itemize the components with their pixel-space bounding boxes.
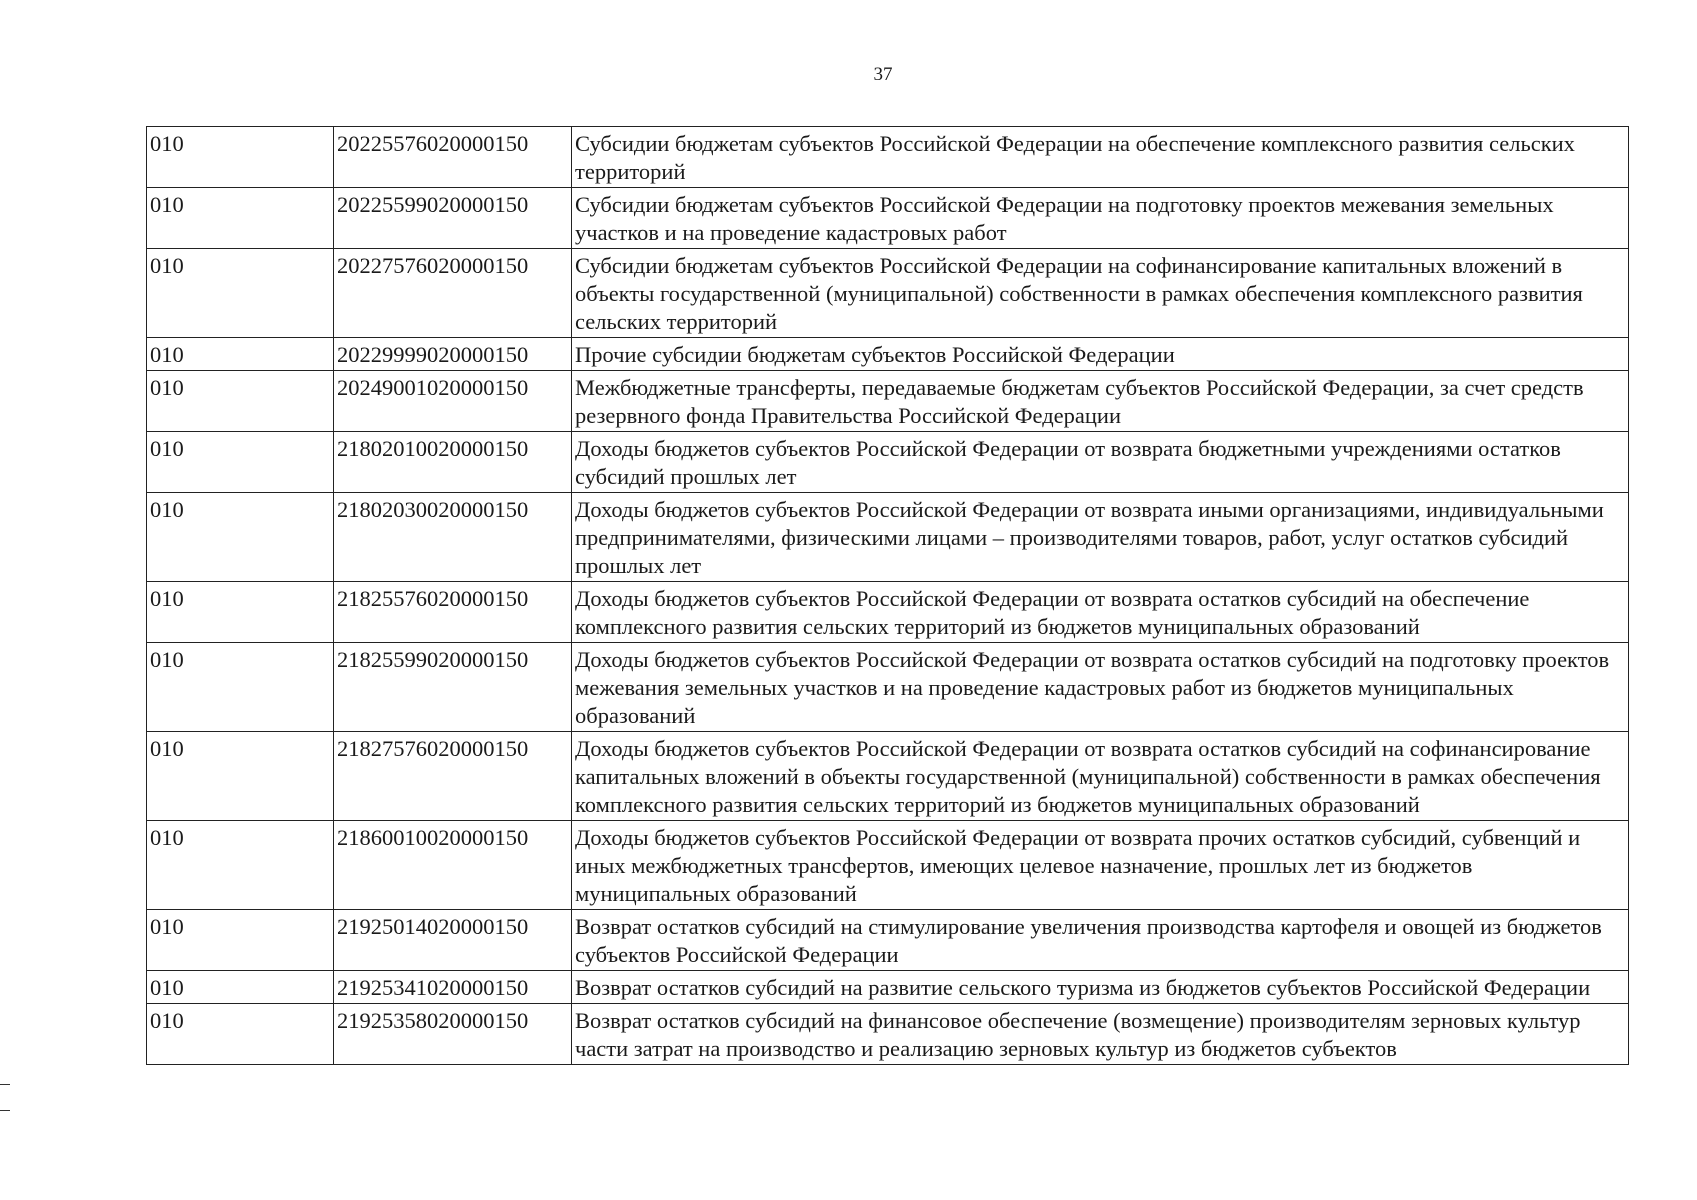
admin-code-cell: 010	[147, 821, 334, 910]
table-row	[147, 188, 1629, 249]
revenue-name-cell: Субсидии бюджетам субъектов Российской Федерации на софинансирование капитальных вложений в объекты государственной (муниципальной) собственности в рамках обеспечения комплексного развития сельских территорий	[572, 249, 1629, 338]
table-row	[147, 971, 1629, 1004]
margin-mark	[0, 1084, 10, 1085]
table-row	[147, 249, 1629, 338]
admin-code-cell: 010	[147, 371, 334, 432]
page-number: 37	[873, 64, 893, 85]
admin-code-cell: 010	[147, 127, 334, 188]
revenue-code-cell: 20229999020000150	[334, 338, 572, 371]
admin-code-cell: 010	[147, 910, 334, 971]
revenue-name-cell: Субсидии бюджетам субъектов Российской Федерации на подготовку проектов межевания земельных участков и на проведение кадастровых работ	[572, 188, 1629, 249]
revenue-name-cell: Межбюджетные трансферты, передаваемые бюджетам субъектов Российской Федерации, за счет средств резервного фонда Правительства Российской Федерации	[572, 371, 1629, 432]
table-body	[147, 127, 1629, 1065]
table-row	[147, 582, 1629, 643]
revenue-codes-table	[146, 126, 1629, 1065]
revenue-code-cell: 21860010020000150	[334, 821, 572, 910]
table-row	[147, 821, 1629, 910]
admin-code-cell: 010	[147, 338, 334, 371]
revenue-name-cell: Доходы бюджетов субъектов Российской Федерации от возврата остатков субсидий на софинансирование капитальных вложений в объекты государственной (муниципальной) собственности в рамках обеспечения комплексного развития сельских территорий из бюджетов муниципальных образований	[572, 732, 1629, 821]
revenue-code-cell: 21925014020000150	[334, 910, 572, 971]
admin-code-cell: 010	[147, 1004, 334, 1065]
admin-code-cell: 010	[147, 643, 334, 732]
table-row	[147, 432, 1629, 493]
revenue-name-cell: Субсидии бюджетам субъектов Российской Федерации на обеспечение комплексного развития сельских территорий	[572, 127, 1629, 188]
revenue-name-cell: Доходы бюджетов субъектов Российской Федерации от возврата остатков субсидий на подготовку проектов межевания земельных участков и на проведение кадастровых работ из бюджетов муниципальных образований	[572, 643, 1629, 732]
revenue-code-cell: 20225599020000150	[334, 188, 572, 249]
revenue-code-cell: 20249001020000150	[334, 371, 572, 432]
revenue-name-cell: Доходы бюджетов субъектов Российской Федерации от возврата иными организациями, индивидуальными предпринимателями, физическими лицами – производителями товаров, работ, услуг остатков субсидий прошлых лет	[572, 493, 1629, 582]
revenue-code-cell: 21825576020000150	[334, 582, 572, 643]
revenue-code-cell: 21827576020000150	[334, 732, 572, 821]
admin-code-cell: 010	[147, 971, 334, 1004]
table-row	[147, 338, 1629, 371]
revenue-name-cell: Возврат остатков субсидий на развитие сельского туризма из бюджетов субъектов Российской Федерации	[572, 971, 1629, 1004]
revenue-code-cell: 20225576020000150	[334, 127, 572, 188]
revenue-code-cell: 21925341020000150	[334, 971, 572, 1004]
margin-mark	[0, 1110, 10, 1111]
revenue-name-cell: Доходы бюджетов субъектов Российской Федерации от возврата прочих остатков субсидий, субвенций и иных межбюджетных трансфертов, имеющих целевое назначение, прошлых лет из бюджетов муниципальных образований	[572, 821, 1629, 910]
revenue-code-cell: 21825599020000150	[334, 643, 572, 732]
admin-code-cell: 010	[147, 493, 334, 582]
revenue-name-cell: Возврат остатков субсидий на стимулирование увеличения производства картофеля и овощей из бюджетов субъектов Российской Федерации	[572, 910, 1629, 971]
admin-code-cell: 010	[147, 249, 334, 338]
admin-code-cell: 010	[147, 582, 334, 643]
revenue-name-cell: Доходы бюджетов субъектов Российской Федерации от возврата остатков субсидий на обеспечение комплексного развития сельских территорий из бюджетов муниципальных образований	[572, 582, 1629, 643]
admin-code-cell: 010	[147, 432, 334, 493]
table-row	[147, 371, 1629, 432]
table-row	[147, 127, 1629, 188]
revenue-name-cell: Прочие субсидии бюджетам субъектов Российской Федерации	[572, 338, 1629, 371]
admin-code-cell: 010	[147, 732, 334, 821]
table-row	[147, 1004, 1629, 1065]
revenue-code-cell: 21925358020000150	[334, 1004, 572, 1065]
table-row	[147, 910, 1629, 971]
table-row	[147, 732, 1629, 821]
revenue-code-cell: 21802030020000150	[334, 493, 572, 582]
admin-code-cell: 010	[147, 188, 334, 249]
revenue-name-cell: Возврат остатков субсидий на финансовое обеспечение (возмещение) производителям зерновых культур части затрат на производство и реализацию зерновых культур из бюджетов субъектов	[572, 1004, 1629, 1065]
table-row	[147, 643, 1629, 732]
revenue-code-cell: 21802010020000150	[334, 432, 572, 493]
revenue-name-cell: Доходы бюджетов субъектов Российской Федерации от возврата бюджетными учреждениями остатков субсидий прошлых лет	[572, 432, 1629, 493]
table-row	[147, 493, 1629, 582]
revenue-code-cell: 20227576020000150	[334, 249, 572, 338]
